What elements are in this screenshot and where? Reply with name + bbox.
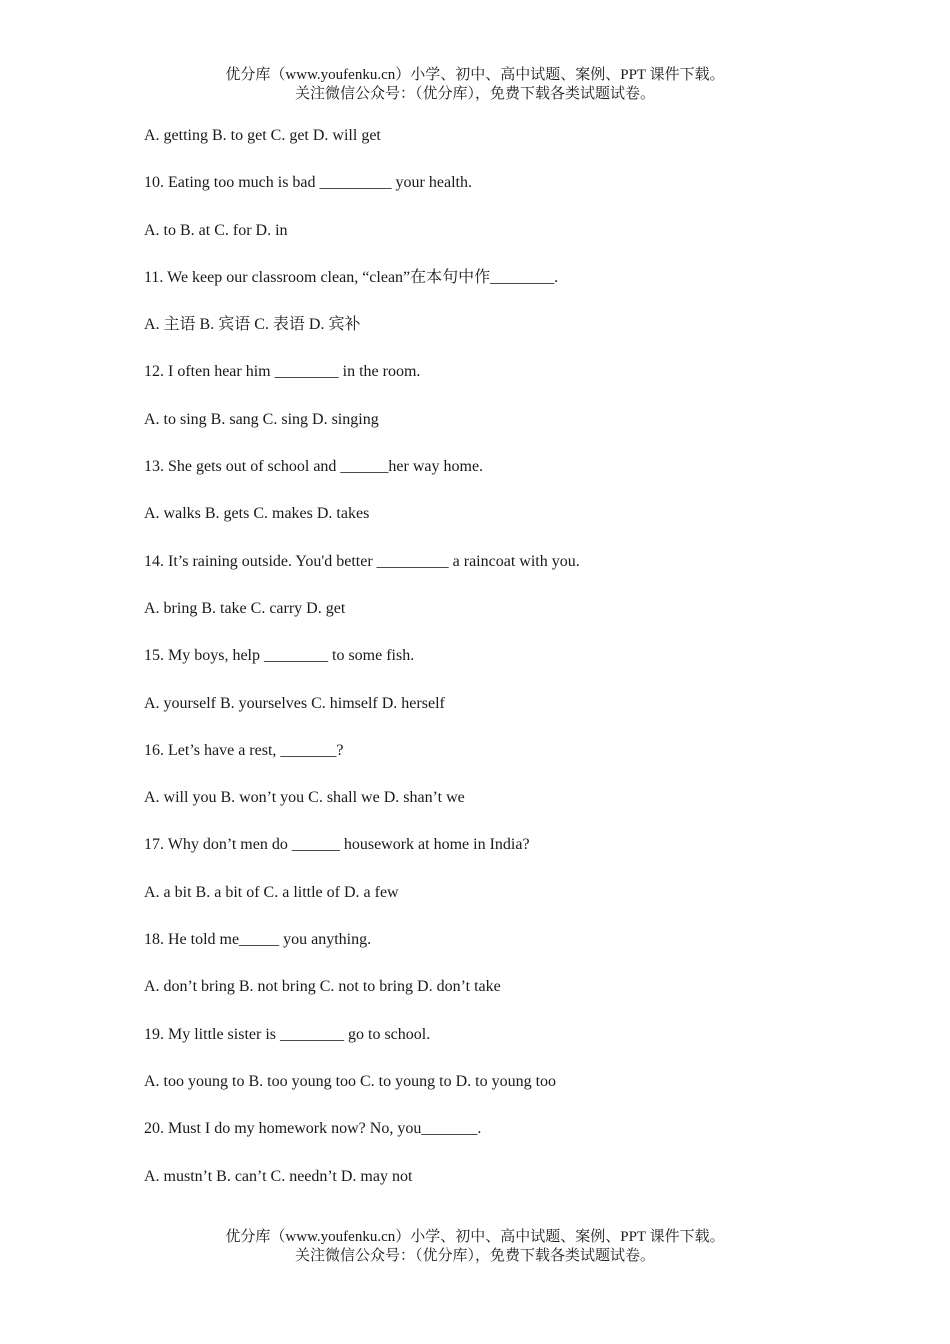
question-14: 14. It’s raining outside. You'd better _________ a raincoat with you. bbox=[144, 552, 580, 570]
page-footer bbox=[0, 1228, 950, 1266]
answer-options-15: A. yourself B. yourselves C. himself D. herself bbox=[144, 694, 445, 712]
question-17: 17. Why don’t men do ______ housework at home in India? bbox=[144, 836, 530, 854]
answer-options-14: A. bring B. take C. carry D. get bbox=[144, 599, 346, 617]
answer-options-18: A. don’t bring B. not bring C. not to bring D. don’t take bbox=[144, 978, 501, 996]
question-list bbox=[144, 126, 844, 1214]
answer-options-12: A. to sing B. sang C. sing D. singing bbox=[144, 410, 379, 428]
question-11: 11. We keep our classroom clean, “clean”在本句中作________. bbox=[144, 268, 559, 286]
answer-options-16: A. will you B. won’t you C. shall we D. shan’t we bbox=[144, 789, 465, 807]
question-15: 15. My boys, help ________ to some fish. bbox=[144, 647, 415, 665]
question-16: 16. Let’s have a rest, _______? bbox=[144, 741, 344, 759]
question-19: 19. My little sister is ________ go to school. bbox=[144, 1025, 431, 1043]
answer-options-20: A. mustn’t B. can’t C. needn’t D. may not bbox=[144, 1167, 413, 1185]
header-line-2: 关注微信公众号：（优分库），免费下载各类试题试卷。 bbox=[294, 86, 655, 102]
question-20: 20. Must I do my homework now? No, you_______. bbox=[144, 1120, 482, 1138]
answer-options-10: A. to B. at C. for D. in bbox=[144, 221, 288, 239]
page-header bbox=[0, 66, 950, 104]
answer-options-13: A. walks B. gets C. makes D. takes bbox=[144, 505, 370, 523]
answer-options-17: A. a bit B. a bit of C. a little of D. a few bbox=[144, 883, 399, 901]
question-13: 13. She gets out of school and ______her way home. bbox=[144, 458, 484, 476]
question-10: 10. Eating too much is bad _________ your health. bbox=[144, 174, 472, 192]
header-line-1: 优分库（www.youfenku.cn）小学、初中、高中试题、案例、PPT 课件下载。 bbox=[225, 67, 725, 83]
question-18: 18. He told me_____ you anything. bbox=[144, 931, 372, 949]
answer-options-9: A. getting B. to get C. get D. will get bbox=[144, 127, 381, 144]
footer-line-2: 关注微信公众号：（优分库），免费下载各类试题试卷。 bbox=[294, 1248, 655, 1264]
answer-options-11: A. 主语 B. 宾语 C. 表语 D. 宾补 bbox=[144, 316, 361, 334]
question-12: 12. I often hear him ________ in the room. bbox=[144, 363, 421, 381]
answer-options-19: A. too young to B. too young too C. to young to D. to young too bbox=[144, 1072, 557, 1090]
footer-line-1: 优分库（www.youfenku.cn）小学、初中、高中试题、案例、PPT 课件下载。 bbox=[225, 1229, 725, 1245]
